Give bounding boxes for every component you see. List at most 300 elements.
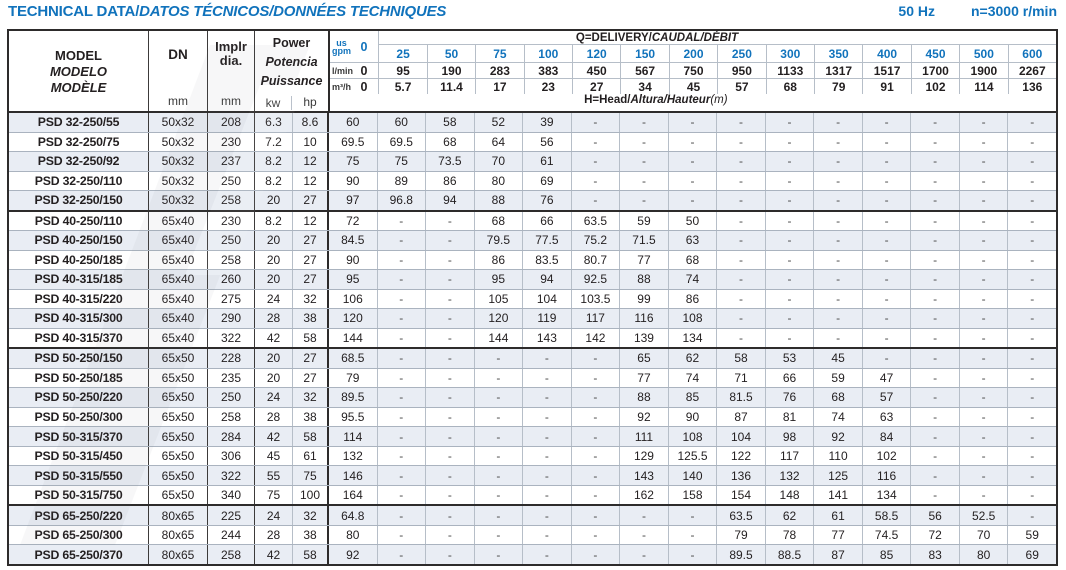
head-value-cell: 89.5 [341,390,365,405]
model-column-header [9,31,149,111]
head-value-cell: - [716,329,765,348]
power-kw-cell: 55 [255,466,293,485]
head-value-cell: - [765,152,814,171]
head-value-cell: - [813,152,862,171]
power-hp-cell: 58 [293,427,329,446]
head-value-cell: 122 [716,447,765,466]
hp-unit-label: hp [303,94,317,109]
head-value-cell: 74 [813,408,862,427]
head-value-cell: 63.5 [716,506,765,525]
power-kw-cell: 28 [255,309,293,328]
head-value-cell: - [425,545,474,564]
kw-unit-label: kw [255,96,292,110]
head-value-cell: - [765,191,814,210]
head-value-cell: - [1007,506,1056,525]
head-value-cell: - [910,152,959,171]
head-value-cell: 158 [668,486,717,505]
head-value-cell: - [425,290,474,309]
head-value-cell: - [959,486,1008,505]
power-hp-cell: 10 [293,133,329,152]
head-value-cell: 106 [342,291,363,306]
head-value-cell: - [377,309,426,328]
power-kw-cell: 20 [255,369,293,388]
head-value-cell: 116 [862,466,911,485]
head-value-cell: - [959,369,1008,388]
head-value-cell: - [765,212,814,231]
head-value-cell: 59 [813,369,862,388]
head-value-cell: 69 [1007,545,1056,564]
head-value-cell: 141 [813,486,862,505]
head-value-cell: - [716,191,765,210]
head-value-cell: - [425,369,474,388]
impeller-header-label: Implr dia. [215,39,247,68]
power-kw-cell: 8.2 [255,172,293,191]
head-value-cell: - [377,408,426,427]
head-value-cell: - [619,113,668,132]
head-value-cell: 104 [716,427,765,446]
model-cell: PSD 32-250/150 [9,191,149,210]
head-value-cell: 143 [619,466,668,485]
head-value-cell: - [813,133,862,152]
head-value-cell: - [765,251,814,270]
dn-cell: 65x50 [149,466,208,485]
head-value-cell: - [910,329,959,348]
head-value-cell: 76 [765,388,814,407]
head-value-cell: - [571,466,620,485]
head-value-cell: - [716,113,765,132]
head-value-cell: - [910,290,959,309]
head-value-cell: - [474,486,523,505]
power-hp-cell: 12 [293,152,329,171]
head-value-cell: - [522,427,571,446]
head-value-cell: 61 [813,506,862,525]
page-title [8,3,446,20]
head-value-cell: - [910,191,959,210]
head-value-cell: 68 [425,133,474,152]
head-value-cell: 104 [522,290,571,309]
head-value-cell: - [765,133,814,152]
head-value-cell: 81.5 [716,388,765,407]
power-kw-cell: 42 [255,329,293,348]
head-value-cell: 90 [346,252,360,267]
head-value-cell: - [910,133,959,152]
head-value-cell: - [668,152,717,171]
head-value-cell: 87 [813,545,862,564]
impeller-dia-cell: 225 [208,506,255,525]
head-value-cell: - [1007,270,1056,289]
head-value-cell: 89 [377,172,426,191]
head-value-cell: - [959,466,1008,485]
head-value-cell: 56 [522,133,571,152]
power-hp-cell: 100 [293,486,329,505]
head-value-cell: - [668,526,717,545]
head-value-cell: 79 [346,370,360,385]
flow-value-cell: 2267 [1008,62,1056,78]
head-value-cell: 105 [474,290,523,309]
head-value-cell: - [571,152,620,171]
flow-value-cell: 27 [572,78,620,94]
impeller-dia-cell: 235 [208,369,255,388]
head-value-cell: - [1007,349,1056,368]
head-value-cell: - [425,329,474,348]
head-value-cell: - [910,447,959,466]
head-value-cell: - [377,290,426,309]
flow-value-cell: 600 [1008,45,1056,62]
head-value-cell: - [959,172,1008,191]
impeller-column-header [208,31,255,111]
head-value-cell: 57 [862,388,911,407]
flow-value-cell: 567 [620,62,668,78]
head-value-cell: - [1007,427,1056,446]
impeller-dia-cell: 306 [208,447,255,466]
head-value-cell: 58.5 [862,506,911,525]
flow-value-cell: 950 [717,62,765,78]
table-row [9,525,1056,545]
power-header-en: Power [272,36,311,50]
head-value-cell: - [910,427,959,446]
head-value-cell: - [1007,486,1056,505]
model-header-en: MODEL [55,47,102,63]
power-hp-cell: 27 [293,251,329,270]
flow-value-cell: 114 [959,78,1007,94]
head-value-cell: 139 [619,329,668,348]
dn-cell: 65x50 [149,427,208,446]
power-header-es: Potencia [265,55,318,69]
dn-cell: 50x32 [149,133,208,152]
head-value-cell: - [862,191,911,210]
dn-cell: 65x40 [149,329,208,348]
head-value-cell: - [619,526,668,545]
head-value-cell: - [377,231,426,250]
technical-data-table [7,29,1058,566]
model-cell: PSD 40-250/150 [9,231,149,250]
dn-cell: 65x50 [149,369,208,388]
head-value-cell: 45 [813,349,862,368]
table-row [9,113,1056,132]
head-value-cell: 77.5 [522,231,571,250]
title-bar [8,3,1058,20]
head-value-cell: - [571,408,620,427]
head-value-cell: 90 [346,173,360,188]
head-value-cell: 58 [716,349,765,368]
flow-value-cell: 0 [360,79,368,94]
impeller-dia-cell: 340 [208,486,255,505]
table-row [9,308,1056,328]
head-value-cell: 117 [571,309,620,328]
head-value-cell: - [1007,309,1056,328]
power-hp-cell: 32 [293,388,329,407]
table-row [9,151,1056,171]
head-value-cell: - [910,408,959,427]
head-value-cell: - [571,388,620,407]
head-value-cell: - [910,309,959,328]
flow-value-cell: 190 [427,62,475,78]
head-value-cell: 63 [668,231,717,250]
impeller-dia-cell: 230 [208,212,255,231]
dn-cell: 65x50 [149,388,208,407]
power-kw-cell: 24 [255,290,293,309]
head-value-cell: 92 [619,408,668,427]
power-kw-cell: 28 [255,526,293,545]
head-value-cell: - [377,212,426,231]
head-value-cell: 69 [522,172,571,191]
flow-value-cell: 100 [524,45,572,62]
h-head-label: H=Head/ Altura/Hauteur (m) [584,94,728,106]
head-value-cell: - [862,349,911,368]
dn-cell: 50x32 [149,172,208,191]
power-column-header [255,31,330,111]
head-value-cell: - [425,309,474,328]
table-row [9,407,1056,427]
head-value-cell: 86 [668,290,717,309]
head-value-cell: 87 [716,408,765,427]
head-value-cell: 84 [862,427,911,446]
head-value-cell: - [959,329,1008,348]
head-value-cell: - [813,290,862,309]
head-value-cell: - [910,466,959,485]
flow-rate-header [330,31,1056,111]
head-value-cell: 134 [862,486,911,505]
power-kw-cell: 8.2 [255,152,293,171]
head-value-cell: 70 [959,526,1008,545]
head-value-cell: - [668,506,717,525]
head-value-cell: 64.8 [341,508,365,523]
head-value-cell: - [1007,152,1056,171]
table-row [9,132,1056,152]
power-hp-cell: 12 [293,172,329,191]
model-cell: PSD 40-315/185 [9,270,149,289]
head-value-cell: - [1007,251,1056,270]
head-value-cell: - [474,447,523,466]
head-value-cell: 98 [765,427,814,446]
model-cell: PSD 50-250/220 [9,388,149,407]
head-value-cell: - [377,369,426,388]
head-value-cell: - [959,388,1008,407]
head-value-cell: 47 [862,369,911,388]
head-value-cell: - [910,270,959,289]
head-value-cell: 52.5 [959,506,1008,525]
flow-value-cell: 283 [475,62,523,78]
power-kw-cell: 20 [255,349,293,368]
head-value-cell: - [813,329,862,348]
head-value-cell: 144 [342,330,363,345]
flow-value-cell: 25 [378,45,426,62]
model-cell: PSD 32-250/55 [9,113,149,132]
dn-cell: 80x65 [149,526,208,545]
head-value-cell: - [425,447,474,466]
table-row [9,171,1056,191]
head-value-cell: - [571,191,620,210]
head-value-cell: 88 [474,191,523,210]
head-value-cell: 96.8 [377,191,426,210]
head-value-cell: 69.5 [341,134,365,149]
impeller-dia-cell: 290 [208,309,255,328]
head-value-cell: - [959,349,1008,368]
impeller-dia-cell: 230 [208,133,255,152]
head-value-cell: 63.5 [571,212,620,231]
head-value-cell: - [862,231,911,250]
head-value-cell: - [959,270,1008,289]
head-value-cell: 92 [813,427,862,446]
head-value-cell: 99 [619,290,668,309]
head-value-cell: - [910,388,959,407]
head-value-cell: - [910,231,959,250]
head-value-cell: 114 [343,429,363,444]
head-value-cell: - [425,506,474,525]
power-hp-cell: 32 [293,290,329,309]
head-value-cell: - [765,270,814,289]
head-value-cell: - [377,506,426,525]
q-delivery-label: Q=DELIVERY/ CAUDAL/DÉBIT [378,31,1056,45]
head-value-cell: - [765,113,814,132]
power-hp-cell: 27 [293,349,329,368]
head-value-cell: - [910,172,959,191]
head-value-cell: - [425,526,474,545]
head-value-cell: - [910,369,959,388]
head-value-cell: 129 [619,447,668,466]
model-cell: PSD 40-315/370 [9,329,149,348]
model-cell: PSD 40-250/185 [9,251,149,270]
head-value-cell: - [522,506,571,525]
head-value-cell: - [716,152,765,171]
flow-value-cell: 0 [360,39,368,54]
impeller-header-unit: mm [221,94,241,108]
dn-cell: 50x32 [149,152,208,171]
flow-value-cell: 500 [959,45,1007,62]
head-value-cell: 76 [522,191,571,210]
flow-value-cell: 450 [911,45,959,62]
head-value-cell: - [522,369,571,388]
head-value-cell: - [1007,191,1056,210]
head-value-cell: 94 [522,270,571,289]
head-value-cell: - [619,506,668,525]
flow-value-cell: 300 [766,45,814,62]
head-value-cell: - [862,290,911,309]
power-hp-cell: 8.6 [293,113,329,132]
table-row [9,269,1056,289]
head-value-cell: - [522,545,571,564]
head-value-cell: - [571,545,620,564]
head-value-cell: 83 [910,545,959,564]
head-value-cell: - [1007,466,1056,485]
head-value-cell: 146 [342,468,363,483]
head-value-cell: - [474,408,523,427]
head-value-cell: 74.5 [862,526,911,545]
head-value-cell: - [474,506,523,525]
flow-value-cell: 45 [669,78,717,94]
model-cell: PSD 50-315/550 [9,466,149,485]
head-value-cell: - [1007,113,1056,132]
flow-value-cell: 200 [669,45,717,62]
flow-value-cell: 95 [378,62,426,78]
flow-value-cell: 400 [862,45,910,62]
model-cell: PSD 32-250/92 [9,152,149,171]
dn-cell: 65x50 [149,447,208,466]
head-value-cell: - [571,349,620,368]
flow-value-cell: 1900 [959,62,1007,78]
head-value-cell: - [425,466,474,485]
head-value-cell: - [959,447,1008,466]
model-cell: PSD 50-250/300 [9,408,149,427]
head-value-cell: - [425,270,474,289]
head-value-cell: - [862,251,911,270]
head-value-cell: - [571,133,620,152]
flow-value-cell: 1517 [862,62,910,78]
head-value-cell: - [571,447,620,466]
flow-value-cell: 68 [766,78,814,94]
head-value-cell: - [959,408,1008,427]
head-value-cell: - [716,231,765,250]
head-value-cell: 68.5 [341,351,365,366]
head-value-cell: 50 [668,212,717,231]
head-value-cell: 71 [716,369,765,388]
head-value-cell: - [668,172,717,191]
model-cell: PSD 65-250/220 [9,506,149,525]
table-body [9,113,1056,564]
head-value-cell: 62 [668,349,717,368]
head-value-cell: 60 [346,115,360,130]
table-row [9,485,1056,505]
table-row [9,387,1056,407]
head-value-cell: - [813,231,862,250]
head-value-cell: 95.5 [341,409,365,424]
head-value-cell: - [765,290,814,309]
head-value-cell: - [377,427,426,446]
head-value-cell: 88 [619,388,668,407]
head-value-cell: 142 [571,329,620,348]
head-value-cell: 80 [346,528,360,543]
impeller-dia-cell: 250 [208,231,255,250]
head-value-cell: 53 [765,349,814,368]
head-value-cell: - [377,251,426,270]
impeller-dia-cell: 258 [208,545,255,564]
head-value-cell: 132 [765,466,814,485]
power-header-fr: Puissance [260,74,323,88]
head-value-cell: 75 [377,152,426,171]
head-value-cell: 90 [668,408,717,427]
flow-value-cell: 5.7 [378,78,426,94]
head-value-cell: 144 [474,329,523,348]
flow-value-cell: 1133 [766,62,814,78]
unit-zero-cell-us-gpm [330,31,378,62]
power-hp-cell: 32 [293,506,329,525]
head-value-cell: - [474,349,523,368]
page-title-plain: TECHNICAL DATA/ [8,3,140,20]
power-hp-cell: 38 [293,408,329,427]
head-value-cell: 111 [619,427,668,446]
power-hp-cell: 27 [293,270,329,289]
head-value-cell: 110 [813,447,862,466]
power-hp-cell: 38 [293,309,329,328]
model-cell: PSD 32-250/75 [9,133,149,152]
head-value-cell: - [862,309,911,328]
impeller-dia-cell: 284 [208,427,255,446]
model-cell: PSD 50-250/150 [9,349,149,368]
power-hp-cell: 75 [293,466,329,485]
frequency-label: 50 Hz [898,3,935,19]
impeller-dia-cell: 250 [208,172,255,191]
head-value-cell: - [522,466,571,485]
head-value-cell: - [474,466,523,485]
dn-cell: 65x40 [149,309,208,328]
head-value-cell: - [377,545,426,564]
head-value-cell: 148 [765,486,814,505]
head-value-cell: - [425,486,474,505]
head-value-cell: - [959,231,1008,250]
head-value-cell: 83.5 [522,251,571,270]
head-value-cell: - [862,270,911,289]
head-value-cell: - [425,212,474,231]
